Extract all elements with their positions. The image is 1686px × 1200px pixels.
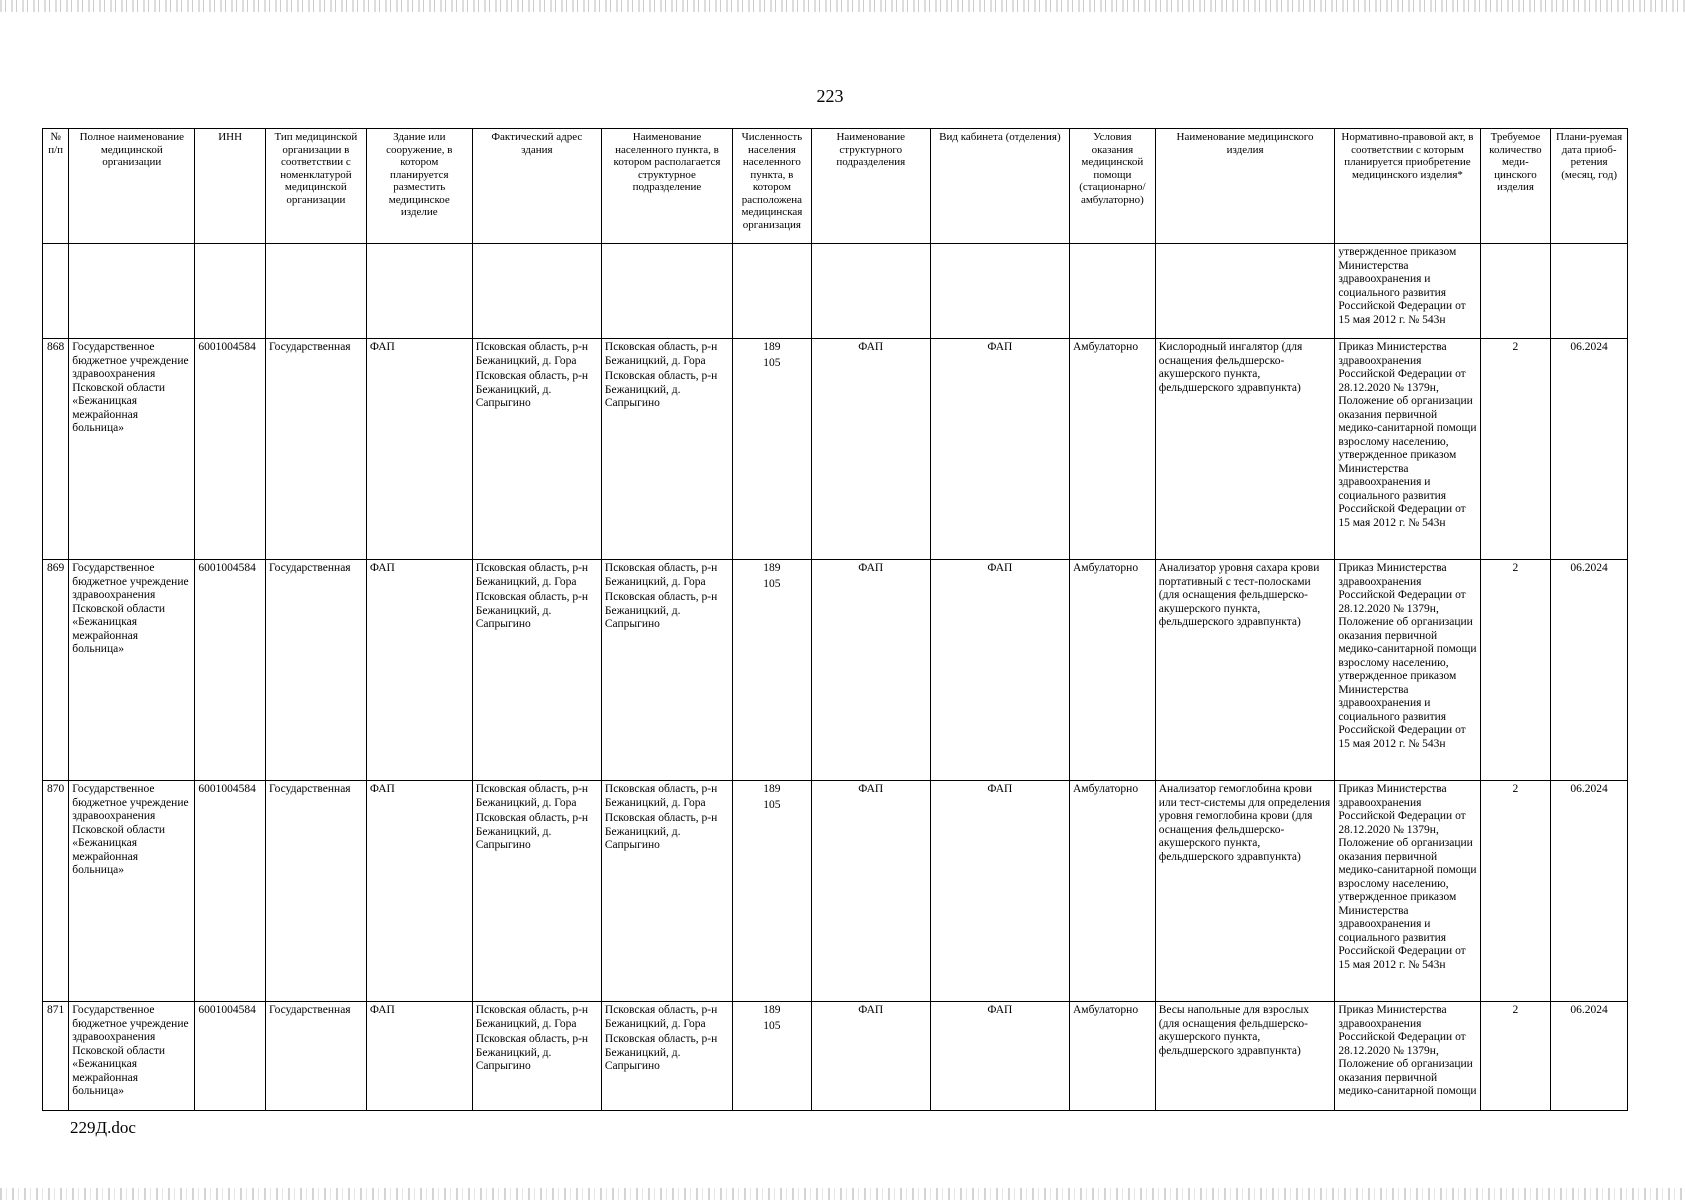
- col-header-building: Здание или сооружение, в котором планируется разместить медицинское изделие: [366, 129, 472, 244]
- row-date: 06.2024: [1551, 560, 1628, 781]
- row-subdivision: ФАП: [811, 339, 930, 560]
- row-org: Государственное бюджетное учреждение здравоохранения Псковской области «Бежаницкая межрайонная больница»: [69, 1002, 195, 1111]
- row-qty: 2: [1480, 781, 1551, 1002]
- row-population: 189 105: [733, 339, 812, 560]
- row-conditions: Амбулаторно: [1070, 339, 1156, 560]
- row-num: 869: [43, 560, 69, 781]
- row-address: Псковская область, р-н Бежаницкий, д. Гора Псковская область, р-н Бежаницкий, д. Сапрыгино: [472, 560, 601, 781]
- row-cabinet: ФАП: [930, 1002, 1069, 1111]
- scan-edge-bottom: [0, 1188, 1686, 1200]
- row-device: Анализатор уровня сахара крови портативный с тест-полосками (для оснащения фельдшерско-акушерского пункта, фельдшерского здравпункта): [1155, 560, 1335, 781]
- row-act: Приказ Министерства здравоохранения Российской Федерации от 28.12.2020 № 1379н, Положение об организации оказания первичной медико-санитарной помощи взрослому населению, утвержденное приказом Министерства здравоохранения и социального развития Российской Федерации от 15 мая 2012 г. № 543н: [1335, 560, 1480, 781]
- col-header-conditions: Условия оказания медицинской помощи (стационарно/амбулаторно): [1070, 129, 1156, 244]
- row-address: Псковская область, р-н Бежаницкий, д. Гора Псковская область, р-н Бежаницкий, д. Сапрыгино: [472, 339, 601, 560]
- row-conditions: Амбулаторно: [1070, 781, 1156, 1002]
- row-cabinet: ФАП: [930, 781, 1069, 1002]
- row-cabinet: ФАП: [930, 339, 1069, 560]
- row-conditions: Амбулаторно: [1070, 560, 1156, 781]
- row-act: Приказ Министерства здравоохранения Российской Федерации от 28.12.2020 № 1379н, Положение об организации оказания первичной медико-санитарной помощи взрослому населению, утвержденное приказом Министерства здравоохранения и социального развития Российской Федерации от 15 мая 2012 г. № 543н: [1335, 339, 1480, 560]
- row-device: Анализатор гемоглобина крови или тест-системы для определения уровня гемоглобина крови (для оснащения фельдшерско-акушерского пункта, фельдшерского здравпункта): [1155, 781, 1335, 1002]
- row-type: Государственная: [265, 339, 366, 560]
- col-header-type: Тип медицинской организации в соответствии с номенклатурой медицинской организации: [265, 129, 366, 244]
- col-header-num: № п/п: [43, 129, 69, 244]
- row-date: 06.2024: [1551, 339, 1628, 560]
- row-inn: 6001004584: [195, 781, 266, 1002]
- row-subdivision: ФАП: [811, 781, 930, 1002]
- col-header-device: Наименование медицинского изделия: [1155, 129, 1335, 244]
- row-population: 189 105: [733, 560, 812, 781]
- col-header-act: Нормативно-правовой акт, в соответствии с которым планируется приобретение медицинского изделия*: [1335, 129, 1480, 244]
- footer-filename: 229Д.doc: [70, 1118, 136, 1137]
- scan-edge-top: [0, 0, 1686, 12]
- row-conditions: Амбулаторно: [1070, 1002, 1156, 1111]
- continued-act-cell: утвержденное приказом Министерства здравоохранения и социального развития Российской Федерации от 15 мая 2012 г. № 543н: [1335, 244, 1480, 339]
- row-subdivision: ФАП: [811, 1002, 930, 1111]
- row-org: Государственное бюджетное учреждение здравоохранения Псковской области «Бежаницкая межрайонная больница»: [69, 560, 195, 781]
- row-qty: 2: [1480, 1002, 1551, 1111]
- row-subdivision: ФАП: [811, 560, 930, 781]
- row-population: 189 105: [733, 1002, 812, 1111]
- row-device: Кислородный ингалятор (для оснащения фельдшерско-акушерского пункта, фельдшерского здравпункта): [1155, 339, 1335, 560]
- row-type: Государственная: [265, 781, 366, 1002]
- table-header-row: [43, 129, 1628, 244]
- row-locality: Псковская область, р-н Бежаницкий, д. Гора Псковская область, р-н Бежаницкий, д. Сапрыгино: [601, 781, 732, 1002]
- row-cabinet: ФАП: [930, 560, 1069, 781]
- row-inn: 6001004584: [195, 339, 266, 560]
- row-building: ФАП: [366, 560, 472, 781]
- col-header-subdivision: Наименование структурного подразделения: [811, 129, 930, 244]
- table-row: [43, 339, 1628, 560]
- medical-equipment-table: [42, 128, 1628, 1111]
- table-row: [43, 781, 1628, 1002]
- row-num: 868: [43, 339, 69, 560]
- col-header-inn: ИНН: [195, 129, 266, 244]
- table-row: [43, 560, 1628, 781]
- col-header-address: Фактический адрес здания: [472, 129, 601, 244]
- col-header-qty: Требуемое количество меди-цинского изделия: [1480, 129, 1551, 244]
- row-num: 871: [43, 1002, 69, 1111]
- row-type: Государственная: [265, 1002, 366, 1111]
- row-device: Весы напольные для взрослых (для оснащения фельдшерско-акушерского пункта, фельдшерского здравпункта): [1155, 1002, 1335, 1111]
- row-building: ФАП: [366, 339, 472, 560]
- row-date: 06.2024: [1551, 781, 1628, 1002]
- row-locality: Псковская область, р-н Бежаницкий, д. Гора Псковская область, р-н Бежаницкий, д. Сапрыгино: [601, 339, 732, 560]
- row-org: Государственное бюджетное учреждение здравоохранения Псковской области «Бежаницкая межрайонная больница»: [69, 339, 195, 560]
- row-act: Приказ Министерства здравоохранения Российской Федерации от 28.12.2020 № 1379н, Положение об организации оказания первичной медико-санитарной помощи взрослому населению, утвержденное приказом Министерства здравоохранения и социального развития Российской Федерации от 15 мая 2012 г. № 543н: [1335, 781, 1480, 1002]
- row-qty: 2: [1480, 560, 1551, 781]
- col-header-cabinet: Вид кабинета (отделения): [930, 129, 1069, 244]
- table-row-continuation: [43, 244, 1628, 339]
- col-header-org: Полное наименование медицинской организации: [69, 129, 195, 244]
- row-org: Государственное бюджетное учреждение здравоохранения Псковской области «Бежаницкая межрайонная больница»: [69, 781, 195, 1002]
- row-num: 870: [43, 781, 69, 1002]
- row-qty: 2: [1480, 339, 1551, 560]
- row-building: ФАП: [366, 1002, 472, 1111]
- row-locality: Псковская область, р-н Бежаницкий, д. Гора Псковская область, р-н Бежаницкий, д. Сапрыгино: [601, 560, 732, 781]
- col-header-population: Численность населения населенного пункта, в котором расположена медицинская организация: [733, 129, 812, 244]
- row-inn: 6001004584: [195, 560, 266, 781]
- row-building: ФАП: [366, 781, 472, 1002]
- row-locality: Псковская область, р-н Бежаницкий, д. Гора Псковская область, р-н Бежаницкий, д. Сапрыгино: [601, 1002, 732, 1111]
- row-type: Государственная: [265, 560, 366, 781]
- row-address: Псковская область, р-н Бежаницкий, д. Гора Псковская область, р-н Бежаницкий, д. Сапрыгино: [472, 781, 601, 1002]
- row-address: Псковская область, р-н Бежаницкий, д. Гора Псковская область, р-н Бежаницкий, д. Сапрыгино: [472, 1002, 601, 1111]
- col-header-locality: Наименование населенного пункта, в котором располагается структурное подразделение: [601, 129, 732, 244]
- row-date: 06.2024: [1551, 1002, 1628, 1111]
- row-inn: 6001004584: [195, 1002, 266, 1111]
- table-row: [43, 1002, 1628, 1111]
- col-header-date: Плани-руемая дата приоб-ретения (месяц, год): [1551, 129, 1628, 244]
- row-population: 189 105: [733, 781, 812, 1002]
- page-number: 223: [816, 86, 844, 106]
- row-act: Приказ Министерства здравоохранения Российской Федерации от 28.12.2020 № 1379н, Положение об организации оказания первичной медико-санитарной помощи: [1335, 1002, 1480, 1111]
